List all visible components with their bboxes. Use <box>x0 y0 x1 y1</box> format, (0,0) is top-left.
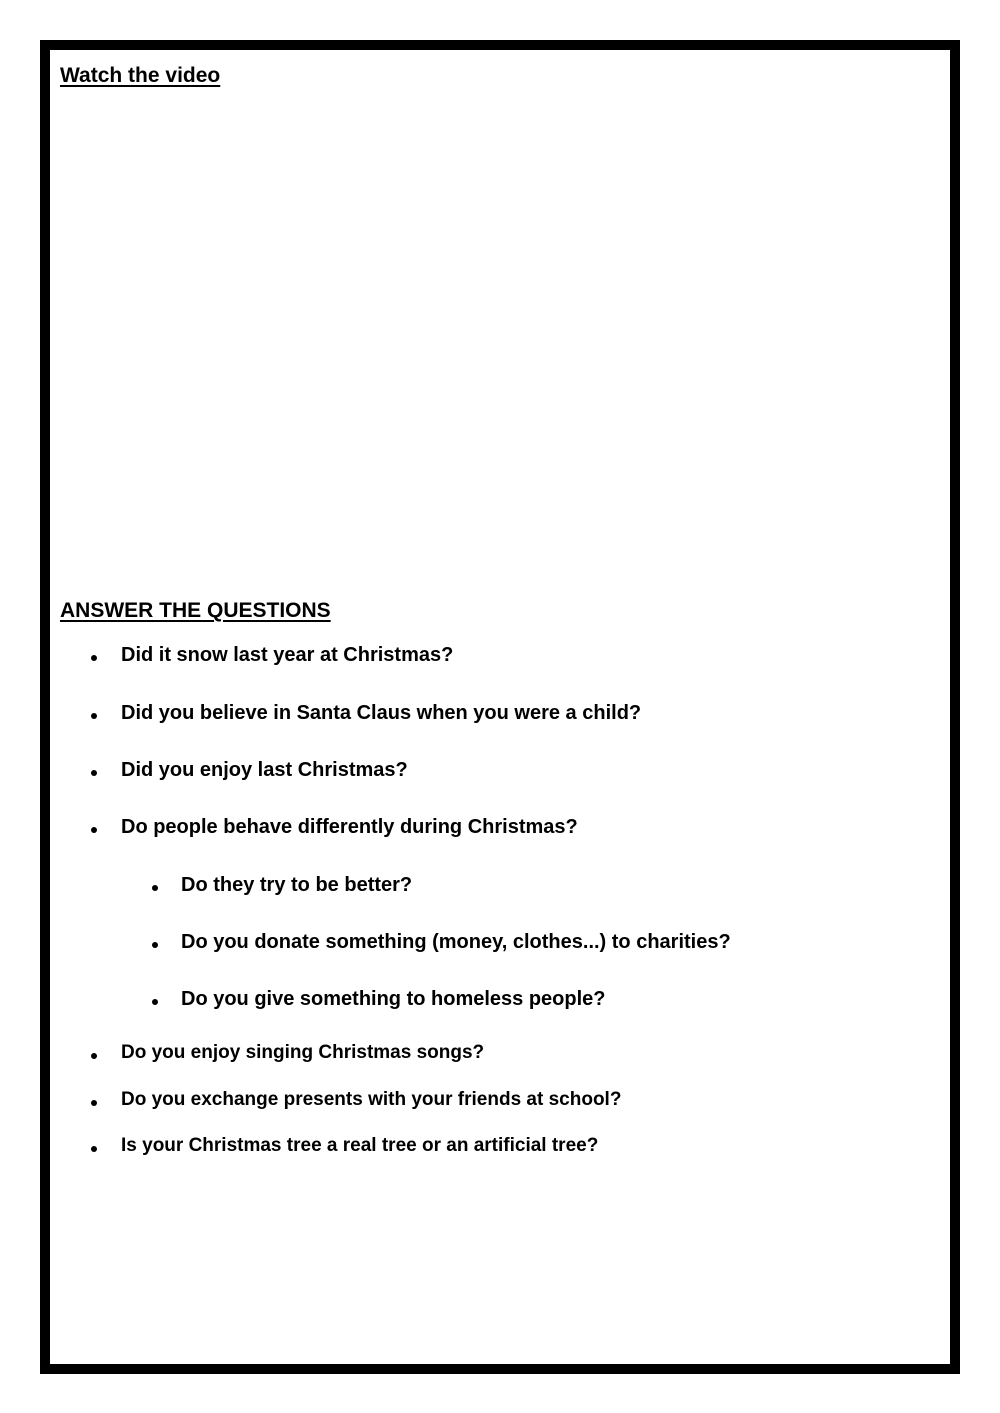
sub-question-item: Do they try to be better? <box>181 874 413 896</box>
question-item: Did you enjoy last Christmas? <box>121 759 408 781</box>
bullet-icon <box>91 1053 97 1059</box>
question-item: Do people behave differently during Christmas? <box>121 816 578 838</box>
question-item: Did you believe in Santa Claus when you were a child? <box>121 702 642 724</box>
question-item: Do you exchange presents with your friends at school? <box>121 1089 622 1110</box>
answer-questions-heading: ANSWER THE QUESTIONS <box>60 599 331 622</box>
bullet-icon <box>91 770 97 776</box>
sub-question-item: Do you donate something (money, clothes...) to charities? <box>181 931 731 953</box>
sub-question-item: Do you give something to homeless people? <box>181 988 606 1010</box>
bullet-icon <box>91 1146 97 1152</box>
bullet-icon <box>152 999 158 1005</box>
bullet-icon <box>91 713 97 719</box>
bullet-icon <box>91 827 97 833</box>
question-item: Is your Christmas tree a real tree or an artificial tree? <box>121 1135 599 1156</box>
video-placeholder-area <box>60 100 930 580</box>
question-item: Do you enjoy singing Christmas songs? <box>121 1042 485 1063</box>
bullet-icon <box>152 942 158 948</box>
bullet-icon <box>91 655 97 661</box>
question-item: Did it snow last year at Christmas? <box>121 644 454 666</box>
watch-video-heading: Watch the video <box>60 64 221 87</box>
bullet-icon <box>91 1100 97 1106</box>
bullet-icon <box>152 885 158 891</box>
